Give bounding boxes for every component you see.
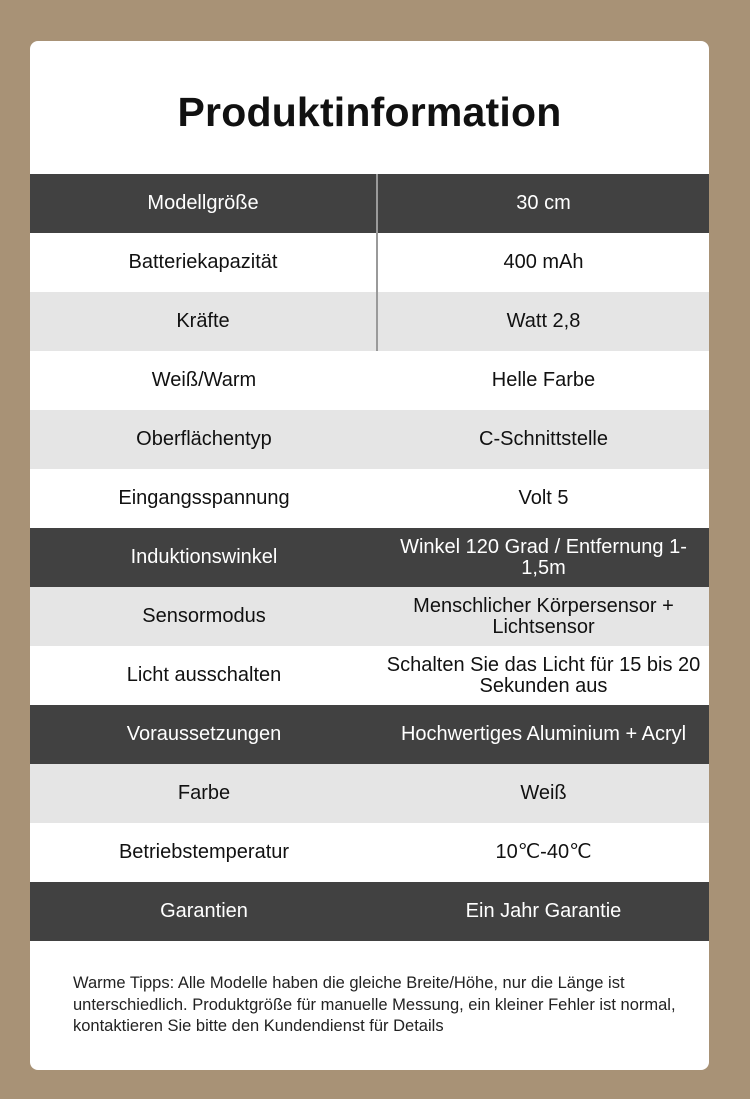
- row-value: Weiß: [520, 782, 567, 804]
- row-value: Volt 5: [518, 487, 569, 509]
- warm-tips-note: Warme Tipps: Alle Modelle haben die gleiche Breite/Höhe, nur die Länge ist unterschiedlich. Produktgröße für manuelle Messung, ein kleiner Fehler ist normal, kontaktieren Sie bitte den Kundendienst für Details: [73, 974, 676, 1035]
- row-value: 400 mAh: [503, 251, 584, 273]
- row-label: Eingangsspannung: [118, 487, 290, 509]
- table-row-material: [30, 705, 709, 764]
- table-row-warranty: [30, 882, 709, 941]
- table-row-battery: [30, 233, 709, 292]
- row-value: C-Schnittstelle: [479, 428, 608, 450]
- row-value: 10℃-40℃: [495, 841, 592, 863]
- table-row-sensor-mode: [30, 587, 709, 646]
- row-label: Sensormodus: [142, 605, 266, 627]
- table-row-input-voltage: [30, 469, 709, 528]
- row-label: Kräfte: [30, 292, 378, 351]
- row-label: Garantien: [160, 900, 248, 922]
- row-label: Voraussetzungen: [126, 723, 282, 745]
- row-value: Menschlicher Körpersensor + Lichtsensor: [413, 594, 674, 638]
- table-row-model-size: [30, 174, 709, 233]
- row-value: Helle Farbe: [491, 369, 596, 391]
- row-value: Winkel 120 Grad / Entfernung 1-1,5m: [400, 535, 687, 579]
- table-row-light-off: [30, 646, 709, 705]
- row-value: Ein Jahr Garantie: [465, 900, 622, 922]
- row-value: Watt 2,8: [506, 310, 581, 332]
- row-label: Induktionswinkel: [130, 546, 278, 568]
- row-label: Weiß/Warm: [151, 369, 257, 391]
- table-row-color: [30, 764, 709, 823]
- table-row-color-temp: [30, 351, 709, 410]
- table-row-power: [30, 292, 709, 351]
- row-value: 30 cm: [516, 192, 571, 214]
- row-value: Schalten Sie das Licht für 15 bis 20 Sekunden aus: [386, 653, 701, 697]
- row-label: Batteriekapazität: [30, 233, 378, 292]
- table-row-operating-temp: [30, 823, 709, 882]
- table-row-induction-angle: [30, 528, 709, 587]
- row-value: Hochwertiges Aluminium + Acryl: [400, 723, 687, 745]
- row-label: Betriebstemperatur: [118, 841, 290, 863]
- spec-table: [30, 174, 709, 941]
- row-label: Farbe: [177, 782, 231, 804]
- row-label: Licht ausschalten: [126, 664, 282, 686]
- product-info-card: [30, 41, 709, 1070]
- page-title: Produktinformation: [177, 89, 562, 135]
- row-label: Oberflächentyp: [136, 428, 272, 450]
- row-label: Modellgröße: [30, 174, 378, 233]
- table-row-surface-type: [30, 410, 709, 469]
